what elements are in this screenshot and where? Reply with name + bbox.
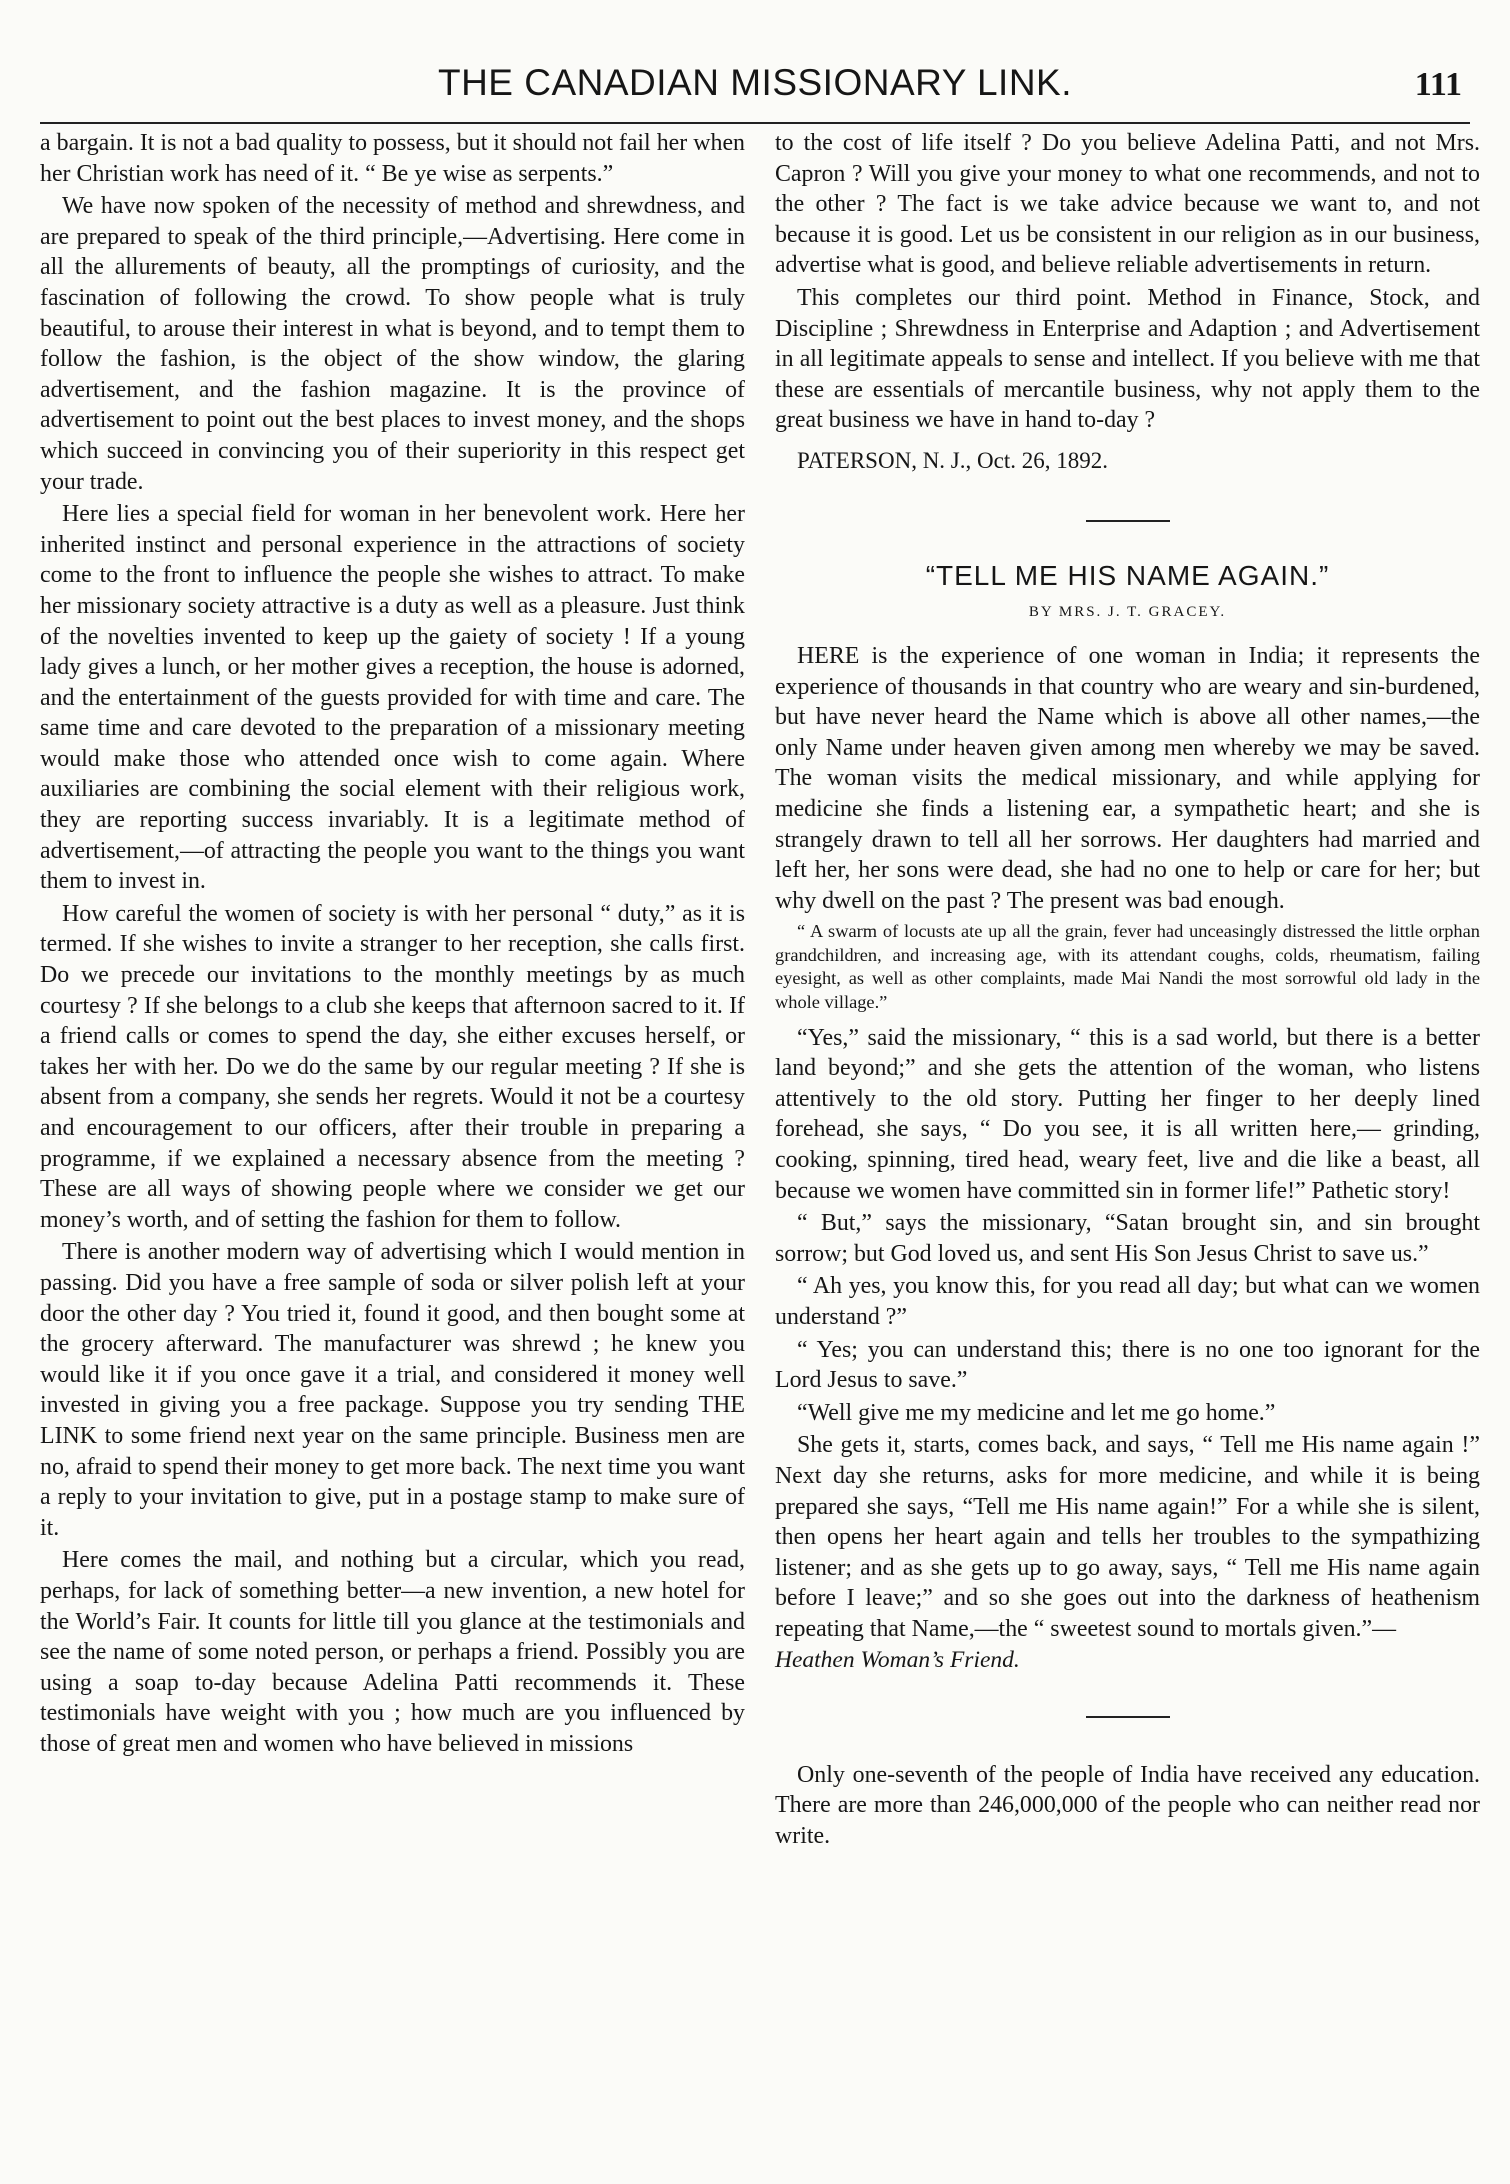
article-paragraph-5: “ Yes; you can understand this; there is no one too ignorant for the Lord Jesus to save.”: [775, 1336, 1480, 1394]
left-paragraph-1: a bargain. It is not a bad quality to possess, but it should not fail her when her Christian work has need of it. “ Be ye wise as serpents.”: [40, 130, 745, 187]
left-paragraph-5: There is another modern way of advertising which I would mention in passing. Did you have a free sample of soda or silver polish left at your door the other day ? You tried it, found it good, and then bought some at the grocery afterward. The manufacturer was shrewd ; he knew you would like it if you once gave it a trial, and considered it money well invested in giving you a free package. Suppose you try sending THE LINK to some friend next year on the same principle. Business men are no, afraid to spend their money to get more back. The next time you want a reply to your invitation to give, put in a postage stamp to make sure of it.: [40, 1239, 745, 1541]
left-paragraph-6: Here comes the mail, and nothing but a circular, which you read, perhaps, for lack of something better—a new invention, a new hotel for the World’s Fair. It counts for little till you glance at the testimonials and see the name of some noted person, or perhaps a friend. Possibly you are using a soap to-day because Adelina Patti recommends it. These testimonials have weight with you ; how much are you influenced by those of great men and women who have believed in missions: [40, 1547, 745, 1757]
left-column: [40, 128, 745, 1761]
page-header: [40, 62, 1470, 124]
page-number: 111: [1414, 66, 1462, 103]
right-column: [775, 128, 1480, 1851]
section-divider: [1086, 1716, 1170, 1718]
right-paragraph-2: This completes our third point. Method in Finance, Stock, and Discipline ; Shrewdness in Enterprise and Adaption ; and Advertisement in all legitimate appeals to sense and intellect. If you believe with me that these are essentials of mercantile business, why not apply them to the great business we have in hand to-day ?: [775, 284, 1480, 434]
section-divider: [1086, 520, 1170, 522]
article-paragraph-6: “Well give me my medicine and let me go home.”: [797, 1399, 1276, 1426]
india-education-note: Only one-seventh of the people of India have received any education. There are more than 246,000,000 of the people who can neither read nor write.: [775, 1761, 1480, 1849]
left-paragraph-4: How careful the women of society is with her personal “ duty,” as it is termed. If she wishes to invite a stranger to her reception, she calls first. Do we precede our invitations to the monthly meetings by as much courtesy ? If she belongs to a club she keeps that afternoon sacred to it. If a friend calls or comes to spend the day, she either excuses herself, or takes her with her. Do we do the same by our regular meeting ? If she is absent from a company, she sends her regrets. Would it not be a courtesy and encouragement to our officers, after their trouble in preparing a programme, if we explained a necessary absence from the meeting ? These are all ways of showing people where we consider we get our money’s worth, and of setting the fashion for them to follow.: [40, 900, 745, 1233]
article-source: Heathen Woman’s Friend.: [775, 1646, 1020, 1673]
left-paragraph-3: Here lies a special field for woman in her benevolent work. Here her inherited instinct and personal experience in the attractions of society come to the front to influence the people she wishes to attract. To make her missionary society attractive is a duty as well as a pleasure. Just think of the novelties invented to keep up the gaiety of society ! If a young lady gives a lunch, or her mother gives a reception, the house is adorned, and the entertainment of the guests provided for with time and care. The same time and care devoted to the preparation of a missionary meeting would make those who attended once wish to come again. Where auxiliaries are combining the social element with their religious work, they are reporting success invariably. It is a legitimate method of advertisement,—of attracting the people you want to the things you want them to invest in.: [40, 501, 745, 895]
article-quote: “ A swarm of locusts ate up all the grain, fever had unceasingly distressed the little orphan grandchildren, and increasing age, with its attendant coughs, colds, rheumatism, failing eyesight, as well as other complaints, made Mai Nandi the most sorrowful old lady in the whole village.”: [775, 921, 1480, 1013]
article-byline: BY MRS. J. T. GRACEY.: [1028, 603, 1227, 620]
article-title: “TELL ME HIS NAME AGAIN.”: [925, 559, 1330, 591]
article-paragraph-7: She gets it, starts, comes back, and says, “ Tell me His name again !” Next day she returns, asks for more medicine, and while it is being prepared she says, “Tell me His name again!” For a while she is silent, then opens her heart again and tells her troubles to the sympathizing listener; and as she gets up to go away, says, “ Tell me His name again before I leave;” and so she goes out into the darkness of heathenism repeating that Name,—the “ sweetest sound to mortals given.”—: [775, 1432, 1480, 1642]
running-title: THE CANADIAN MISSIONARY LINK.: [437, 62, 1073, 103]
left-paragraph-2: We have now spoken of the necessity of method and shrewdness, and are prepared to speak of the third principle,—Advertising. Here come in all the allurements of beauty, all the promptings of curiosity, and the fascination of following the crowd. To show people what is truly beautiful, to arouse their interest in what is beyond, and to tempt them to follow the fashion, is the object of the show window, the glaring advertisement, and the fashion magazine. It is the province of advertisement to point out the best places to invest money, and the shops which succeed in convincing you of their superiority in this respect get your trade.: [40, 193, 745, 495]
article-paragraph-4: “ Ah yes, you know this, for you read all day; but what can we women understand ?”: [775, 1273, 1480, 1330]
dateline: PATERSON, N. J., Oct. 26, 1892.: [797, 447, 1108, 473]
article-paragraph-2: “Yes,” said the missionary, “ this is a sad world, but there is a better land beyond;” and she gets the attention of the woman, who listens attentively to the old story. Putting her finger to her deeply lined forehead, she says, “ Do you see, it is all written here,— grinding, cooking, spinning, tired head, weary feet, live and die like a beast, all because we women have committed sin in former life!” Pathetic story!: [775, 1024, 1480, 1204]
right-paragraph-1: to the cost of life itself ? Do you believe Adelina Patti, and not Mrs. Capron ? Will you give your money to what one recommends, and not to the other ? The fact is we take advice because we want to, and not because it is good. Let us be consistent in our religion as in our business, advertise what is good, and believe reliable advertisements in return.: [775, 130, 1480, 279]
article-paragraph-1: HERE is the experience of one woman in India; it represents the experience of thousands in that country who are weary and sin-burdened, but have never heard the Name which is above all other names,—the only Name under heaven given among men whereby we may be saved. The woman visits the medical missionary, and while applying for medicine she finds a listening ear, a sympathetic heart; and she is strangely drawn to tell all her sorrows. Her daughters had married and left her, her sons were dead, she had no one to help or care for her; but why dwell on the past ? The present was bad enough.: [775, 642, 1480, 914]
article-paragraph-3: “ But,” says the missionary, “Satan brought sin, and sin brought sorrow; but God loved us, and sent His Son Jesus Christ to save us.”: [775, 1210, 1480, 1267]
